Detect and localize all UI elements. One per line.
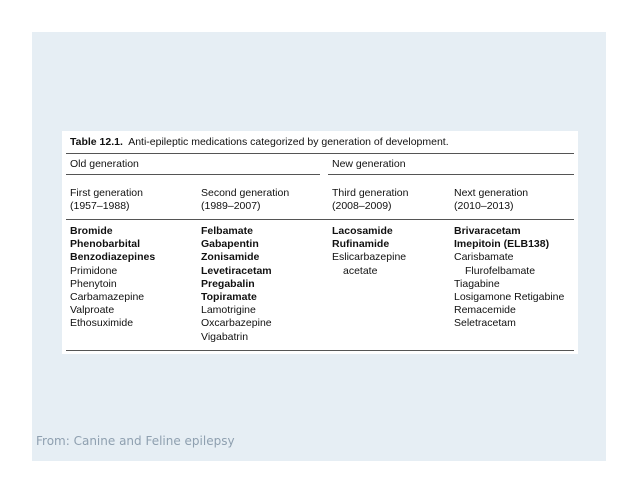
drug-entry: Zonisamide [201,251,260,264]
drug-entry: Lacosamide [332,225,393,237]
drug-entry: Pregabalin [201,277,255,290]
column-header-next [454,187,528,213]
column-header-first [70,187,143,213]
drug-entry: Carbamazepine [70,291,145,304]
drug-entry: Topiramate [201,291,257,304]
group-new-header: New generation [332,158,406,170]
column-body-first [70,225,155,331]
drug-entry: Vigabatrin [201,330,249,343]
column-header-third [332,187,408,213]
drug-entry: Gabapentin [201,238,259,251]
drug-entry: Levetiracetam [201,264,272,277]
drug-entry: Tiagabine [454,277,500,290]
drug-entry: Felbamate [201,225,253,237]
drug-entry: Oxcarbazepine [201,317,272,330]
group-old-rule [66,174,320,175]
bottom-rule [66,350,574,351]
table-title: Anti-epileptic medications categorized by generation of development. [128,136,449,148]
drug-entry: Phenobarbital [70,238,141,251]
drug-entry: acetate [343,264,378,277]
drug-entry: Losigamone Retigabine [454,291,565,304]
drug-entry: Seletracetam [454,317,516,330]
column-name: Third generation [332,187,409,199]
column-header-second [201,187,289,213]
column-years: (1989–2007) [201,200,261,212]
drug-entry: Phenytoin [70,277,117,290]
drug-entry: Carisbamate [454,251,514,264]
source-footer: From: Canine and Feline epilepsy [36,434,235,448]
group-new-rule [328,174,574,175]
table-caption [70,136,449,148]
column-name: First generation [70,187,143,199]
drug-entry: Bromide [70,225,113,237]
header-rule [66,219,574,220]
top-rule [66,153,574,154]
column-name: Next generation [454,187,529,199]
column-body-third [332,225,406,278]
drug-entry: Valproate [70,304,115,317]
drug-entry: Primidone [70,264,118,277]
group-old-header: Old generation [70,158,139,170]
drug-entry: Benzodiazepines [70,251,156,264]
drug-entry: Ethosuximide [70,317,134,330]
drug-entry: Lamotrigine [201,304,256,317]
column-body-next [454,225,564,331]
column-years: (2010–2013) [454,200,514,212]
drug-entry: Flurofelbamate [465,264,536,277]
drug-entry: Imepitoin (ELB138) [454,238,550,251]
table-card [62,131,578,354]
column-years: (1957–1988) [70,200,130,212]
drug-entry: Brivaracetam [454,225,521,237]
table-number: Table 12.1. [70,136,123,148]
column-name: Second generation [201,187,290,199]
column-years: (2008–2009) [332,200,392,212]
drug-entry: Eslicarbazepine [332,251,407,264]
drug-entry: Remacemide [454,304,516,317]
drug-entry: Rufinamide [332,238,390,251]
column-body-second [201,225,272,344]
